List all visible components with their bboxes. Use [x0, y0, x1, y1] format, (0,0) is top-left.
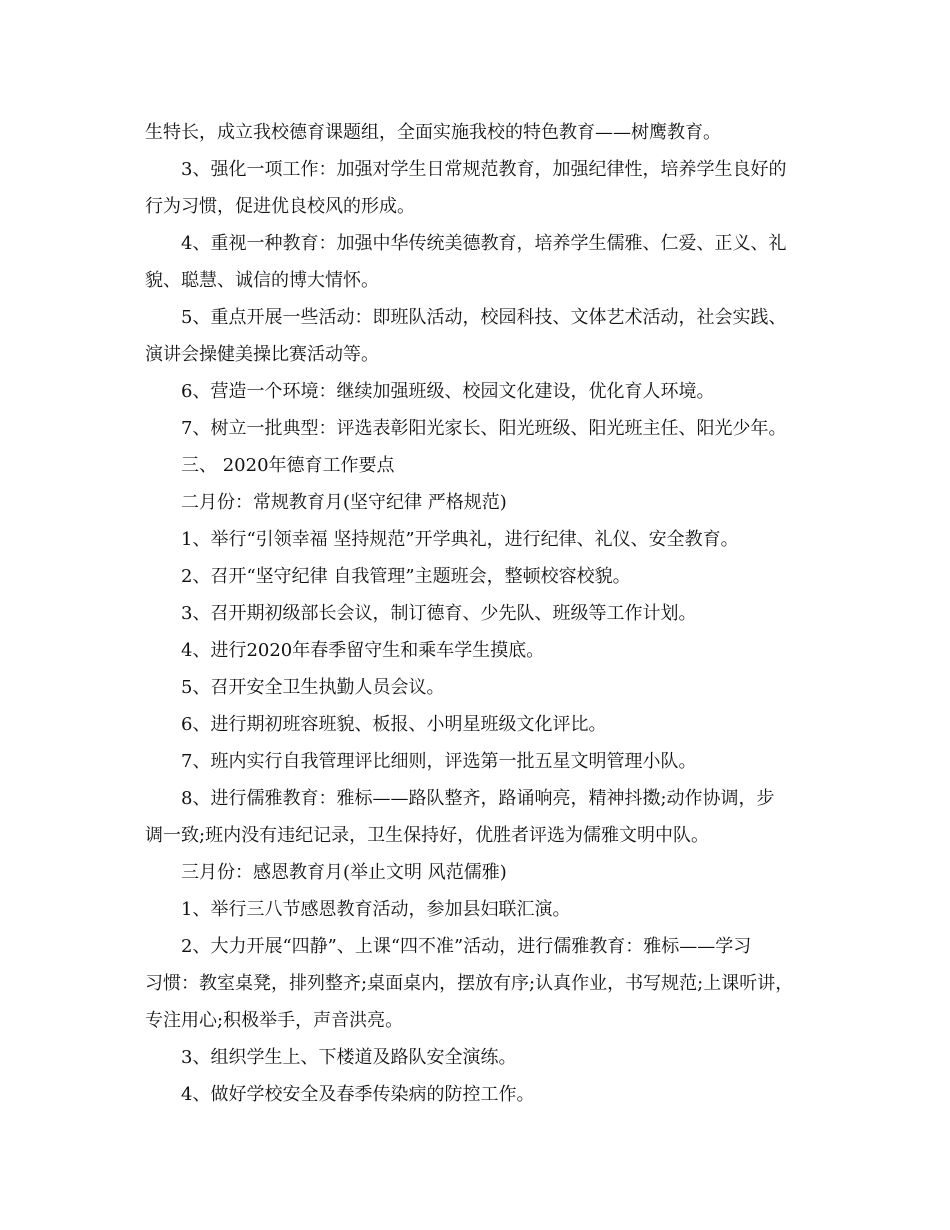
paragraph-line: 3、组织学生上、下楼道及路队安全演练。: [181, 1047, 517, 1068]
document-body: [145, 114, 810, 1113]
paragraph-line: 6、营造一个环境：继续加强班级、校园文化建设，优化育人环境。: [181, 381, 715, 402]
paragraph-line: 专注用心;积极举手，声音洪亮。: [145, 1010, 404, 1031]
paragraph-line: 3、强化一项工作：加强对学生日常规范教育，加强纪律性，培养学生良好的: [181, 159, 787, 180]
paragraph-line: 习惯：教室桌凳，排列整齐;桌面桌内，摆放有序;认真作业，书写规范;上课听讲，: [145, 973, 794, 994]
month-heading: 三月份：感恩教育月(举止文明 风范儒雅): [181, 862, 507, 883]
paragraph-line: 调一致;班内没有违纪记录，卫生保持好，优胜者评选为儒雅文明中队。: [145, 825, 710, 846]
paragraph-line: 2、大力开展“四静”、上课“四不准”活动，进行儒雅教育：雅标——学习: [181, 936, 752, 957]
paragraph-line: 貌、聪慧、诚信的博大情怀。: [145, 270, 379, 291]
paragraph-line: 7、树立一批典型：评选表彰阳光家长、阳光班级、阳光班主任、阳光少年。: [181, 418, 787, 439]
paragraph-line: 1、举行“引领幸福 坚持规范”开学典礼，进行纪律、礼仪、安全教育。: [181, 529, 739, 550]
paragraph-line: 6、进行期初班容班貌、板报、小明星班级文化评比。: [181, 714, 607, 735]
paragraph-line: 7、班内实行自我管理评比细则，评选第一批五星文明管理小队。: [181, 751, 697, 772]
paragraph-line: 行为习惯，促进优良校风的形成。: [145, 196, 415, 217]
paragraph-line: 1、举行三八节感恩教育活动，参加县妇联汇演。: [181, 899, 571, 920]
paragraph-line: 8、进行儒雅教育：雅标——路队整齐，路诵响亮，精神抖擞;动作协调，步: [181, 788, 775, 809]
paragraph-line: 2、召开“坚守纪律 自我管理”主题班会，整顿校容校貌。: [181, 566, 631, 587]
paragraph-line: 生特长，成立我校德育课题组，全面实施我校的特色教育——树鹰教育。: [145, 122, 721, 143]
paragraph-line: 演讲会操健美操比赛活动等。: [145, 344, 379, 365]
paragraph-line: 4、做好学校安全及春季传染病的防控工作。: [181, 1084, 535, 1105]
paragraph-line: 3、召开期初级部长会议，制订德育、少先队、班级等工作计划。: [181, 603, 697, 624]
paragraph-line: 5、召开安全卫生执勤人员会议。: [181, 677, 445, 698]
section-heading: 三、 2020年德育工作要点: [181, 455, 395, 476]
paragraph-line: 5、重点开展一些活动：即班队活动，校园科技、文体艺术活动，社会实践、: [181, 307, 787, 328]
month-heading: 二月份：常规教育月(坚守纪律 严格规范): [181, 492, 507, 513]
paragraph-line: 4、重视一种教育：加强中华传统美德教育，培养学生儒雅、仁爱、正义、礼: [181, 233, 787, 254]
paragraph-line: 4、进行2020年春季留守生和乘车学生摸底。: [181, 640, 545, 661]
